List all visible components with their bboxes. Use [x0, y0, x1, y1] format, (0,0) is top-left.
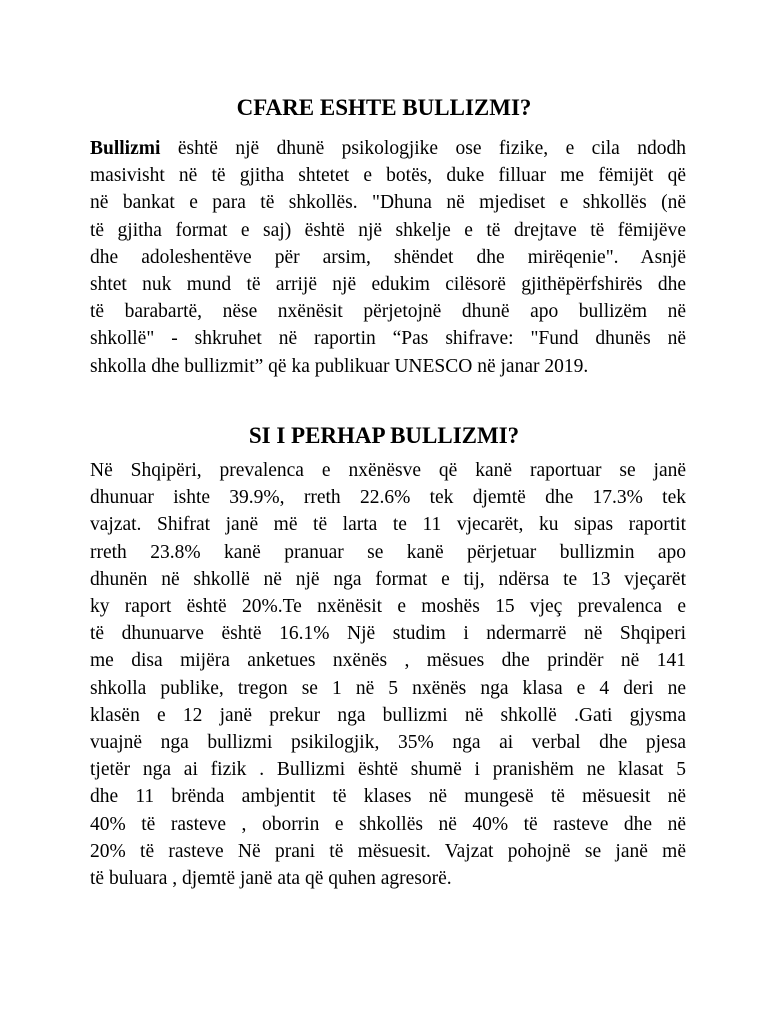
paragraph-line: të buluara , djemtë janë ata që quhen agresorë. — [90, 868, 452, 890]
section-2-heading: SI I PERHAP BULLIZMI? — [248, 423, 520, 448]
paragraph-line: 40% të rasteve , oborrin e shkollës në 40% të rasteve dhe në — [90, 813, 686, 835]
paragraph-line: masivisht në të gjitha shtetet e botës, duke filluar me fëmijët që — [90, 165, 686, 187]
paragraph-line: dhunën në shkollë në një nga format e tij, ndërsa te 13 vjeçarët — [90, 568, 686, 590]
paragraph-line: në bankat e para të shkollës. "Dhuna në mjediset e shkollës (në — [90, 192, 686, 214]
section-1-heading: CFARE ESHTE BULLIZMI? — [236, 95, 532, 120]
paragraph-line: të dhunuarve është 16.1% Një studim i ndermarrë në Shqiperi — [90, 623, 686, 645]
paragraph-line: vajzat. Shifrat janë më të larta te 11 vjecarët, ku sipas raportit — [90, 514, 686, 536]
paragraph-line: shtet nuk mund të arrijë një edukim cilësorë gjithëpërfshirës dhe — [90, 274, 686, 296]
paragraph-line: shkollë" - shkruhet në raportin “Pas shifrave: "Fund dhunës në — [90, 328, 686, 350]
paragraph-line: klasën e 12 janë prekur nga bullizmi në shkollë .Gati gjysma — [90, 704, 686, 726]
paragraph-line: me disa mijëra anketues nxënës , mësues dhe prindër në 141 — [90, 650, 686, 672]
paragraph-line: vuajnë nga bullizmi psikilogjik, 35% nga ai verbal dhe pjesa — [90, 732, 686, 754]
paragraph-line: të barabartë, nëse nxënësit përjetojnë dhunë apo bullizëm në — [90, 301, 686, 323]
paragraph-line: ky raport është 20%.Te nxënësit e moshës 15 vjeç prevalenca e — [90, 596, 686, 618]
paragraph-line — [90, 135, 686, 162]
paragraph-line: shkolla publike, tregon se 1 në 5 nxënës nga klasa e 4 deri ne — [90, 677, 686, 699]
paragraph-line: dhunuar ishte 39.9%, rreth 22.6% tek djemtë dhe 17.3% tek — [90, 487, 686, 509]
paragraph-line: tjetër nga ai fizik . Bullizmi është shumë i pranishëm ne klasat 5 — [90, 759, 686, 781]
section-1-paragraph — [90, 135, 686, 380]
paragraph-line: Në Shqipëri, prevalenca e nxënësve që kanë raportuar se janë — [90, 460, 686, 481]
paragraph-line: dhe adoleshentëve për arsim, shëndet dhe mirëqenie". Asnjë — [90, 246, 686, 268]
line-text: është një dhunë psikologjike ose fizike, e cila ndodh — [160, 138, 686, 159]
paragraph-line: rreth 23.8% kanë pranuar se kanë përjetuar bullizmin apo — [90, 541, 686, 563]
paragraph-line: shkolla dhe bullizmit” që ka publikuar UNESCO në janar 2019. — [90, 355, 589, 377]
paragraph-line: të gjitha format e saj) është një shkelje e të drejtave të fëmijëve — [90, 219, 686, 241]
bold-term: Bullizmi — [90, 138, 161, 159]
section-2-paragraph — [90, 457, 686, 892]
paragraph-line: dhe 11 brënda ambjentit të klases në mungesë të mësuesit në — [90, 786, 686, 808]
paragraph-line: 20% të rasteve Në prani të mësuesit. Vajzat pohojnë se janë më — [90, 840, 686, 862]
